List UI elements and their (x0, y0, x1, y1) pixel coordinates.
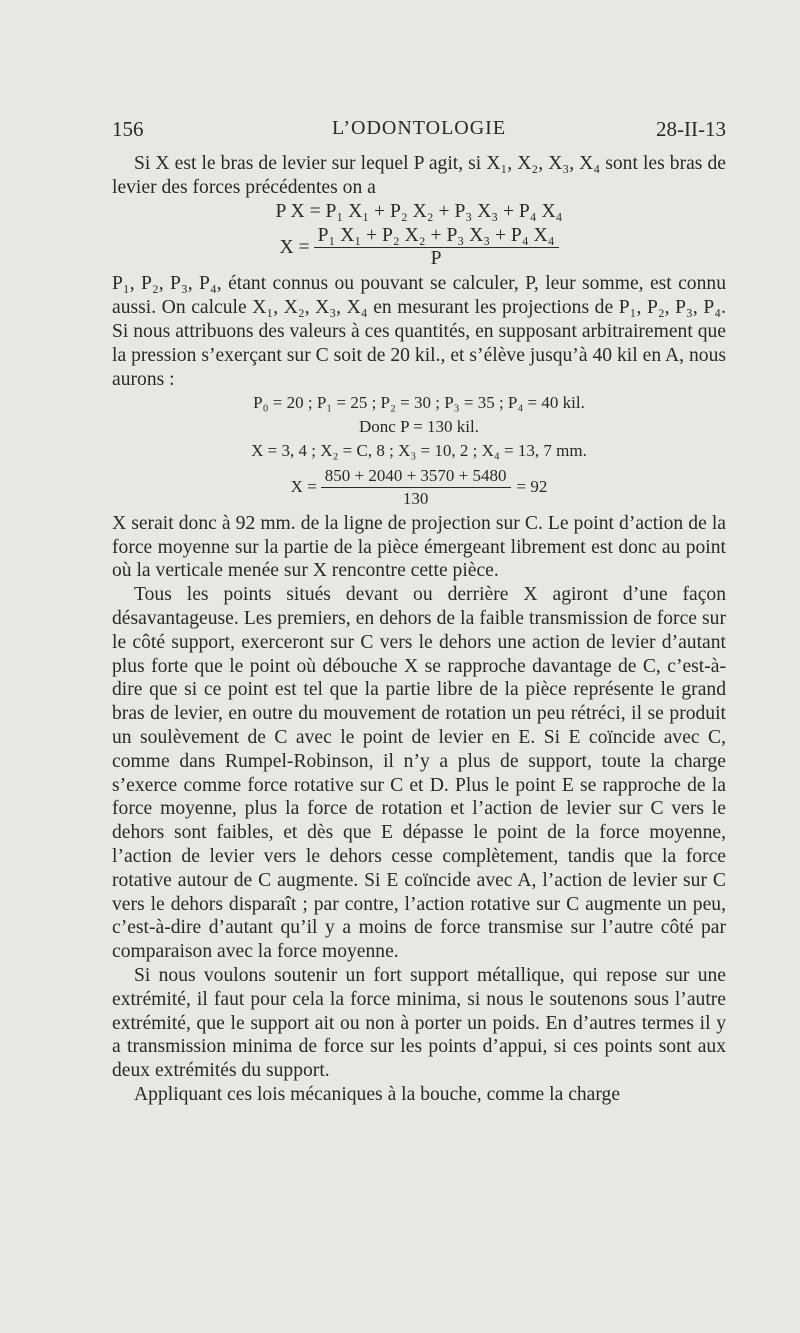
page-header (112, 117, 726, 145)
running-title: L’ODONTOLOGIE (331, 117, 507, 139)
paragraph-2: P₁, P₂, P₃, P₄, étant connus ou pouvant se calculer, P, leur somme, est connu aussi. On calcule X₁, X₂, X₃, X₄ en mesurant les projections de P₁, P₂, P₃, P₄. Si nous attribuons des valeurs à ces quantités, en supposant arbitrairement que la pression s’exerçant sur C soit de 20 kil., et s’élève jusqu’à 40 kil en A, nous aurons : (112, 273, 726, 390)
paragraph-1: Si X est le bras de levier sur lequel P agit, si X₁, X₂, X₃, X₄ sont les bras de levier des forces précédentes on a (112, 153, 726, 198)
equation-1: P X = P₁ X₁ + P₂ X₂ + P₃ X₃ + P₄ X₄ (275, 200, 563, 222)
equation-2-fraction (314, 225, 559, 270)
equation-3: P₀ = 20 ; P₁ = 25 ; P₂ = 30 ; P₃ = 35 ; P₄ = 40 kil. (253, 393, 585, 413)
equation-2-lhs: X = (279, 236, 310, 258)
equation-6 (112, 465, 726, 510)
equation-2 (112, 225, 726, 270)
equation-6-lhs: X = (290, 477, 317, 497)
paragraph-5: Si nous voulons soutenir un fort support métallique, qui repose sur une extrémité, il faut pour cela la force minima, si nous le soutenons sous l’autre extrémité, que le support ait ou non à porter un poids. En d’autres termes il y a transmission minima de force sur les points d’appui, si ces points sont aux deux extrémités du support. (112, 964, 726, 1082)
paragraph-3: X serait donc à 92 mm. de la ligne de projection sur C. Le point d’action de la force moyenne sur la partie de la pièce émergeant librement est donc au point où la verticale menée sur X rencontre cette pièce. (112, 512, 726, 582)
equation-6-denominator: 130 (402, 488, 429, 508)
equation-6-rhs: = 92 (516, 477, 548, 497)
issue-date: 28-II-13 (656, 117, 726, 141)
equation-2-denominator: P (430, 248, 442, 270)
body-text (112, 152, 726, 1107)
equation-5: X = 3, 4 ; X₂ = C, 8 ; X₃ = 10, 2 ; X₄ = 13, 7 mm. (251, 440, 587, 460)
equation-4: Donc P = 130 kil. (359, 417, 479, 437)
page-number: 156 (112, 117, 144, 141)
paragraph-6: Appliquant ces lois mécaniques à la bouche, comme la charge (134, 1083, 621, 1105)
equation-6-fraction (321, 465, 511, 510)
paragraph-4: Tous les points situés devant ou derrière X agiront d’une façon désavantageuse. Les premiers, en dehors de la faible transmission de force sur le côté support, exerceront sur C vers le dehors une action de levier d’autant plus forte que le point où débouche X se rapproche davantage de C, c’est-à-dire que si ce point est tel que la partie libre de la pièce représente le grand bras de levier, en outre du mouvement de rotation un peu rétréci, il se produit un soulèvement de C avec le point de levier en E. Si E coïncide avec C, comme dans Rumpel-Robinson, il n’y a plus de support, toute la charge s’exerce comme force rotative sur C et D. Plus le point E se rapproche de la force moyenne, plus la force de rotation et l’action de levier sur C vers le dehors sont faibles, et dès que E dépasse le point de la force moyenne, l’action de levier vers le dehors cesse complètement, tandis que la force rotative autour de C augmente. Si E coïncide avec A, l’action de levier sur C vers le dehors disparaît ; par contre, l’action rotative sur C augmente un peu, c’est-à-dire d’autant qu’il y a moins de force transmise sur l’autre côté par comparaison avec la force moyenne. (112, 584, 726, 963)
equation-6-numerator: 850 + 2040 + 3570 + 5480 (321, 465, 511, 488)
equation-2-numerator: P₁ X₁ + P₂ X₂ + P₃ X₃ + P₄ X₄ (314, 225, 559, 248)
